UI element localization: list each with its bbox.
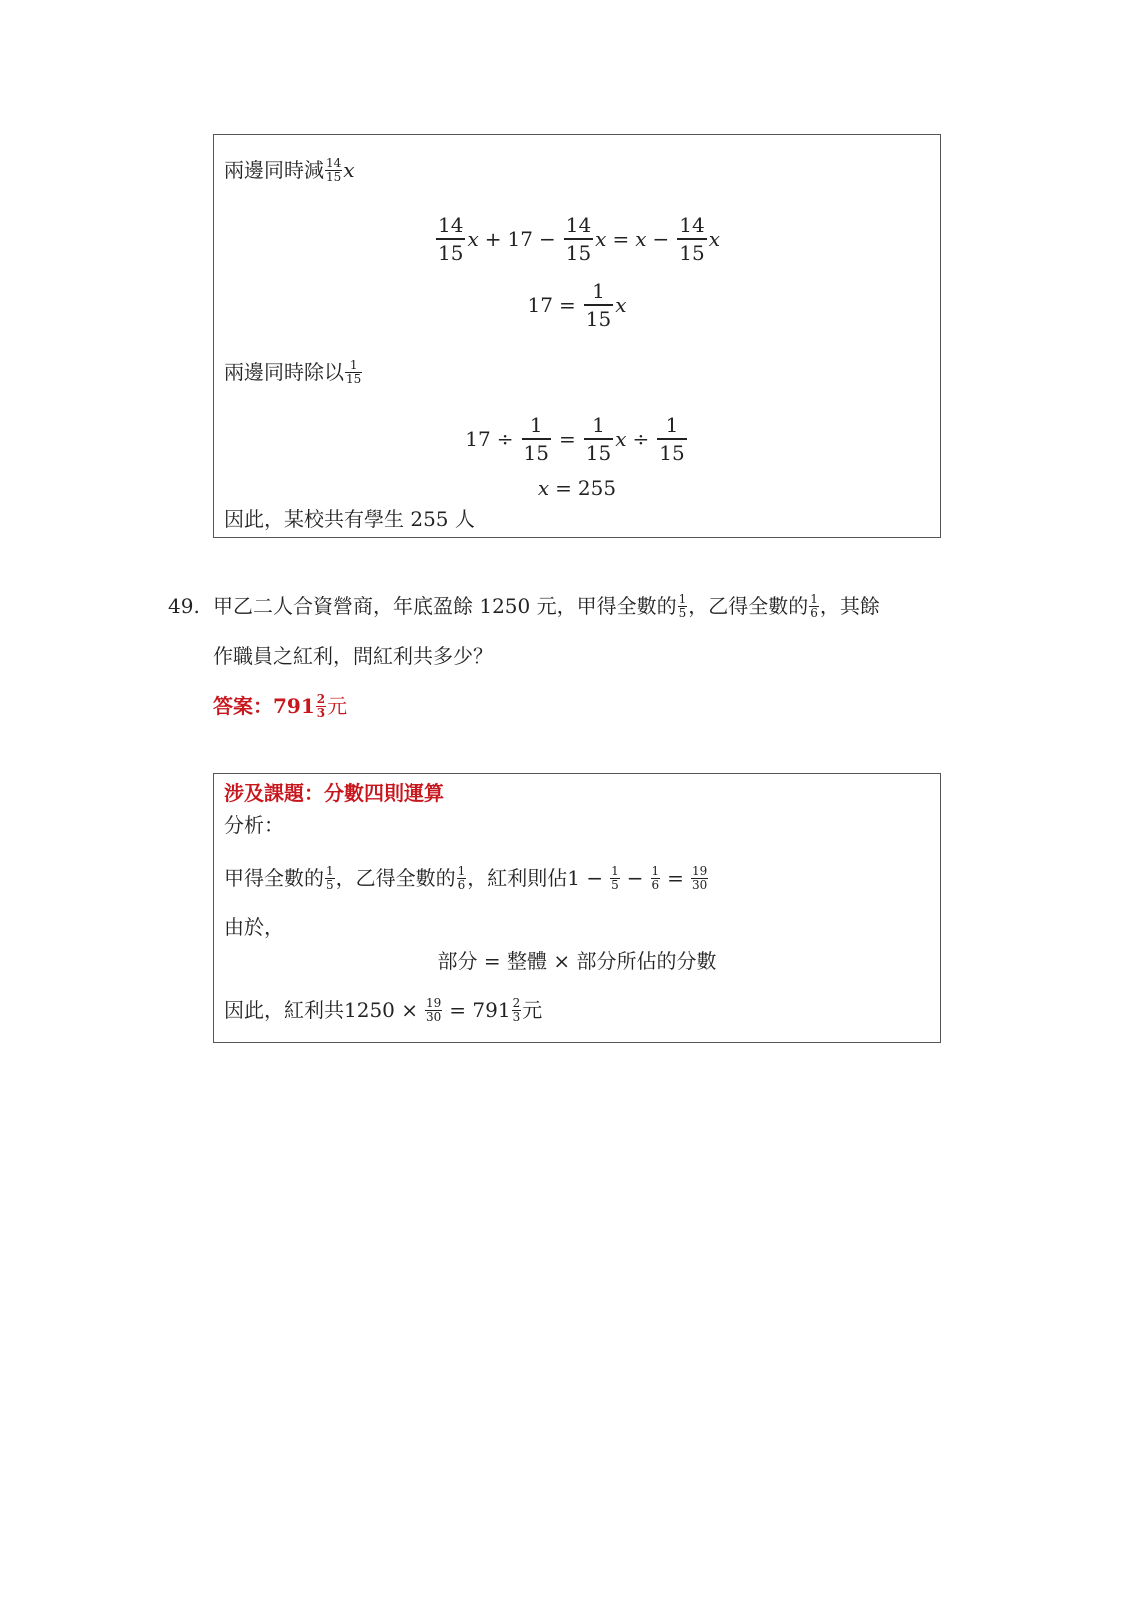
eq1-number: 17 <box>507 227 533 251</box>
solution-box-1 <box>213 134 941 538</box>
eq1-var: x <box>595 227 607 251</box>
step-divide-text: 兩邊同時除以 <box>224 360 344 384</box>
answer-fraction: $\frac{2}{3}$ <box>316 691 326 720</box>
eq1-var: x <box>467 227 479 251</box>
equation-3 <box>214 409 940 469</box>
eq3-equals: = <box>558 427 576 451</box>
eq3-number: 17 <box>465 427 491 451</box>
question-text-1c: ，其餘 <box>819 594 880 618</box>
result-text-a: 因此，紅利共1250 × <box>224 998 419 1022</box>
eq1-minus: − <box>538 227 556 251</box>
topic-heading: 涉及課題：分數四則運算 <box>224 781 444 805</box>
eq3-divide: ÷ <box>496 427 514 451</box>
step-divide-line <box>214 357 940 387</box>
answer-line <box>213 690 347 722</box>
eq3-fraction-2: $\frac{1}{15}$ <box>585 413 612 465</box>
analysis-minus: − <box>626 866 644 890</box>
result-fraction-1: $\frac{19}{30}$ <box>426 995 442 1024</box>
step-divide-fraction: $\frac{1}{15}$ <box>346 357 362 386</box>
eq1-fraction-1: $\frac{14}{15}$ <box>438 213 464 265</box>
eq4-value: 255 <box>577 476 617 500</box>
conclusion-text: 因此，某校共有學生 255 人 <box>224 507 475 531</box>
formula-line: 部分 = 整體 × 部分所佔的分數 <box>437 949 717 973</box>
analysis-fraction-5: $\frac{19}{30}$ <box>691 863 708 892</box>
analysis-line <box>214 860 940 896</box>
step-subtract-fraction: $\frac{14}{15}$ <box>326 155 342 184</box>
analysis-fraction-4: $\frac{1}{6}$ <box>651 863 660 892</box>
eq1-var: x <box>708 227 720 251</box>
analysis-fraction-3: $\frac{1}{5}$ <box>611 863 619 892</box>
step-subtract-var: x <box>343 158 355 182</box>
eq2-number: 17 <box>527 293 553 317</box>
eq2-equals: = <box>558 293 576 317</box>
result-line <box>214 992 940 1028</box>
equation-4 <box>214 473 940 503</box>
result-text-b: = 791 <box>449 998 511 1022</box>
equation-1 <box>214 209 940 269</box>
eq3-fraction-1: $\frac{1}{15}$ <box>523 413 549 465</box>
eq1-fraction-3: $\frac{14}{15}$ <box>679 213 705 265</box>
solution-box-2 <box>213 773 941 1043</box>
eq3-var: x <box>615 427 627 451</box>
eq3-divide: ÷ <box>632 427 650 451</box>
analysis-fraction-2: $\frac{1}{6}$ <box>457 863 466 892</box>
eq1-fraction-2: $\frac{14}{15}$ <box>565 213 592 265</box>
eq1-plus: + <box>484 227 502 251</box>
result-fraction-2: $\frac{2}{3}$ <box>512 995 521 1024</box>
question-line-1 <box>168 590 880 622</box>
eq1-minus: − <box>652 227 670 251</box>
because-text: 由於， <box>224 915 284 939</box>
analysis-text-a: 甲得全數的 <box>224 866 324 890</box>
analysis-equals: = <box>667 866 684 890</box>
question-text-1b: ，乙得全數的 <box>688 594 809 618</box>
step-subtract-text: 兩邊同時減 <box>224 158 324 182</box>
analysis-text-b: ，乙得全數的 <box>335 866 456 890</box>
analysis-label: 分析： <box>224 813 284 837</box>
question-fraction-2: $\frac{1}{6}$ <box>810 591 818 620</box>
question-text-1a: 甲乙二人合資營商，年底盈餘 1250 元，甲得全數的 <box>213 594 677 618</box>
analysis-fraction-1: $\frac{1}{5}$ <box>326 863 334 892</box>
question-fraction-1: $\frac{1}{5}$ <box>678 591 687 620</box>
question-number: 49. <box>168 594 200 618</box>
eq4-equals: = <box>555 476 572 500</box>
step-subtract-line <box>214 155 940 185</box>
eq1-equals: = <box>612 227 630 251</box>
eq4-var: x <box>537 476 550 500</box>
equation-2 <box>214 275 940 335</box>
analysis-text-c: ，紅利則佔1 − <box>467 866 604 890</box>
eq3-fraction-3: $\frac{1}{15}$ <box>659 413 685 465</box>
answer-label: 答案：791 <box>213 694 315 718</box>
eq2-fraction: $\frac{1}{15}$ <box>585 279 612 331</box>
eq1-var: x <box>635 227 647 251</box>
result-unit: 元 <box>522 998 543 1022</box>
eq2-var: x <box>615 293 627 317</box>
answer-unit: 元 <box>327 694 348 718</box>
question-line-2: 作職員之紅利，問紅利共多少？ <box>213 644 493 668</box>
